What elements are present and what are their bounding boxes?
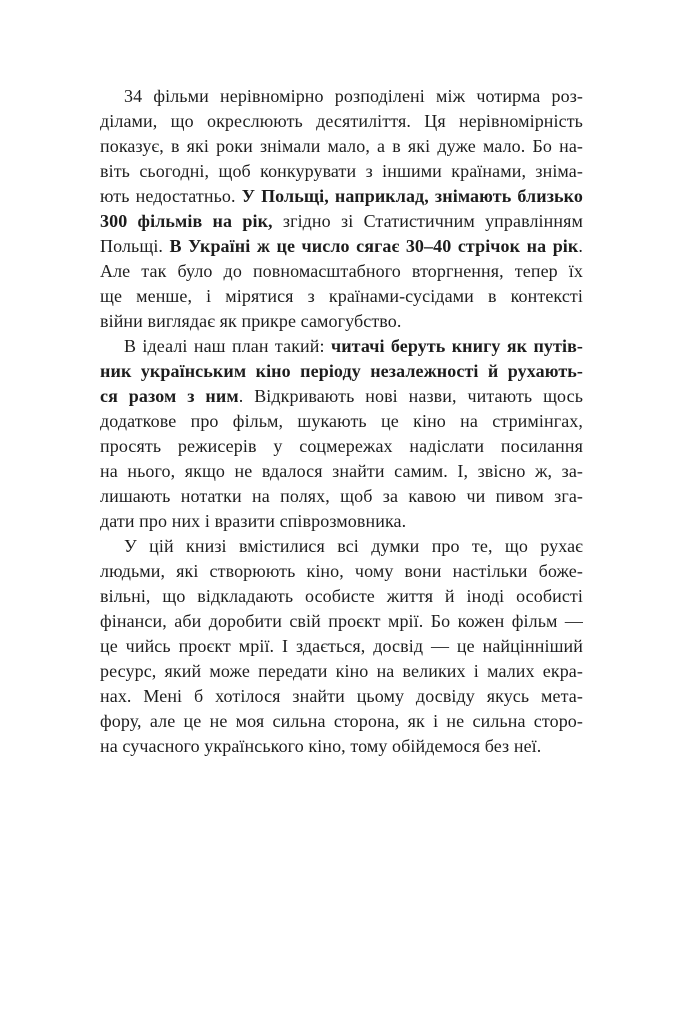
- text-segment: згідно зі Статистичним управлінням: [272, 211, 583, 231]
- text-segment: це чийсь проєкт мрії. І здається, досвід — це найцінніший: [100, 636, 583, 656]
- text-line: [100, 634, 583, 659]
- text-line: [100, 234, 583, 259]
- text-segment: фінанси, аби доробити свій проєкт мрії. Бо кожен фільм —: [100, 611, 583, 631]
- text-segment: В ідеалі наш план такий:: [124, 336, 331, 356]
- text-segment: У цій книзі вмістилися всі думки про те, що рухає: [124, 536, 583, 556]
- bold-text-segment: У Польщі, наприклад, знімають близько: [241, 186, 583, 206]
- text-line: [100, 359, 583, 384]
- text-line: [100, 609, 583, 634]
- text-line: [100, 309, 583, 334]
- bold-text-segment: ник українським кіно періоду незалежності й рухають-: [100, 361, 583, 381]
- text-line: [100, 709, 583, 734]
- text-block: [100, 84, 583, 759]
- text-segment: ділами, що окреслюють десятиліття. Ця нерівномірність: [100, 111, 583, 131]
- text-segment: показує, в які роки знімали мало, а в які дуже мало. Бо на-: [100, 136, 583, 156]
- text-line: [100, 434, 583, 459]
- paragraph: [100, 334, 583, 534]
- bold-text-segment: 300 фільмів на рік,: [100, 211, 273, 231]
- text-segment: 34 фільми нерівномірно розподілені між чотирма роз-: [124, 86, 583, 106]
- text-line: [100, 84, 583, 109]
- text-segment: вільні, що відкладають особисте життя й іноді особисті: [100, 586, 583, 606]
- bold-text-segment: ся разом з ним: [100, 386, 239, 406]
- text-line: [100, 484, 583, 509]
- text-line: [100, 109, 583, 134]
- text-line: [100, 384, 583, 409]
- text-segment: фору, але це не моя сильна сторона, як і не сильна сторо-: [100, 711, 583, 731]
- text-segment: .: [578, 236, 583, 256]
- text-line: [100, 259, 583, 284]
- bold-text-segment: читачі беруть книгу як путів-: [330, 336, 583, 356]
- text-line: [100, 584, 583, 609]
- text-line: [100, 534, 583, 559]
- text-segment: на сучасного українського кіно, тому обійдемося без неї.: [100, 736, 542, 756]
- text-segment: ють недостатньо.: [100, 186, 242, 206]
- text-line: [100, 284, 583, 309]
- text-segment: дати про них і вразити співрозмовника.: [100, 511, 407, 531]
- text-segment: Польщі.: [100, 236, 170, 256]
- text-line: [100, 409, 583, 434]
- text-line: [100, 209, 583, 234]
- text-segment: ще менше, і мірятися з країнами-сусідами в контексті: [100, 286, 583, 306]
- paragraph: [100, 534, 583, 759]
- text-segment: додаткове про фільм, шукають це кіно на стримінгах,: [100, 411, 583, 431]
- text-segment: війни виглядає як прикре самогубство.: [100, 311, 402, 331]
- text-segment: лишають нотатки на полях, щоб за кавою чи пивом зга-: [100, 486, 583, 506]
- text-segment: людьми, які створюють кіно, чому вони настільки боже-: [100, 561, 583, 581]
- text-line: [100, 159, 583, 184]
- text-segment: ресурс, який може передати кіно на великих і малих екра-: [100, 661, 583, 681]
- text-segment: на нього, якщо не вдалося знайти самим. І, звісно ж, за-: [100, 461, 583, 481]
- text-segment: віть сьогодні, щоб конкурувати з іншими країнами, зніма-: [100, 161, 583, 181]
- text-line: [100, 184, 583, 209]
- text-segment: Але так було до повномасштабного вторгнення, тепер їх: [100, 261, 583, 281]
- text-line: [100, 659, 583, 684]
- text-line: [100, 509, 583, 534]
- text-line: [100, 734, 583, 759]
- paragraph: [100, 84, 583, 334]
- text-line: [100, 459, 583, 484]
- text-segment: . Відкривають нові назви, читають щось: [238, 386, 584, 406]
- text-line: [100, 334, 583, 359]
- text-segment: нах. Мені б хотілося знайти цьому досвіду якусь мета-: [100, 686, 583, 706]
- text-segment: просять режисерів у соцмережах надіслати посилання: [100, 436, 583, 456]
- text-line: [100, 559, 583, 584]
- text-line: [100, 134, 583, 159]
- text-line: [100, 684, 583, 709]
- bold-text-segment: В Україні ж це число сягає 30–40 стрічок на рік: [169, 236, 579, 256]
